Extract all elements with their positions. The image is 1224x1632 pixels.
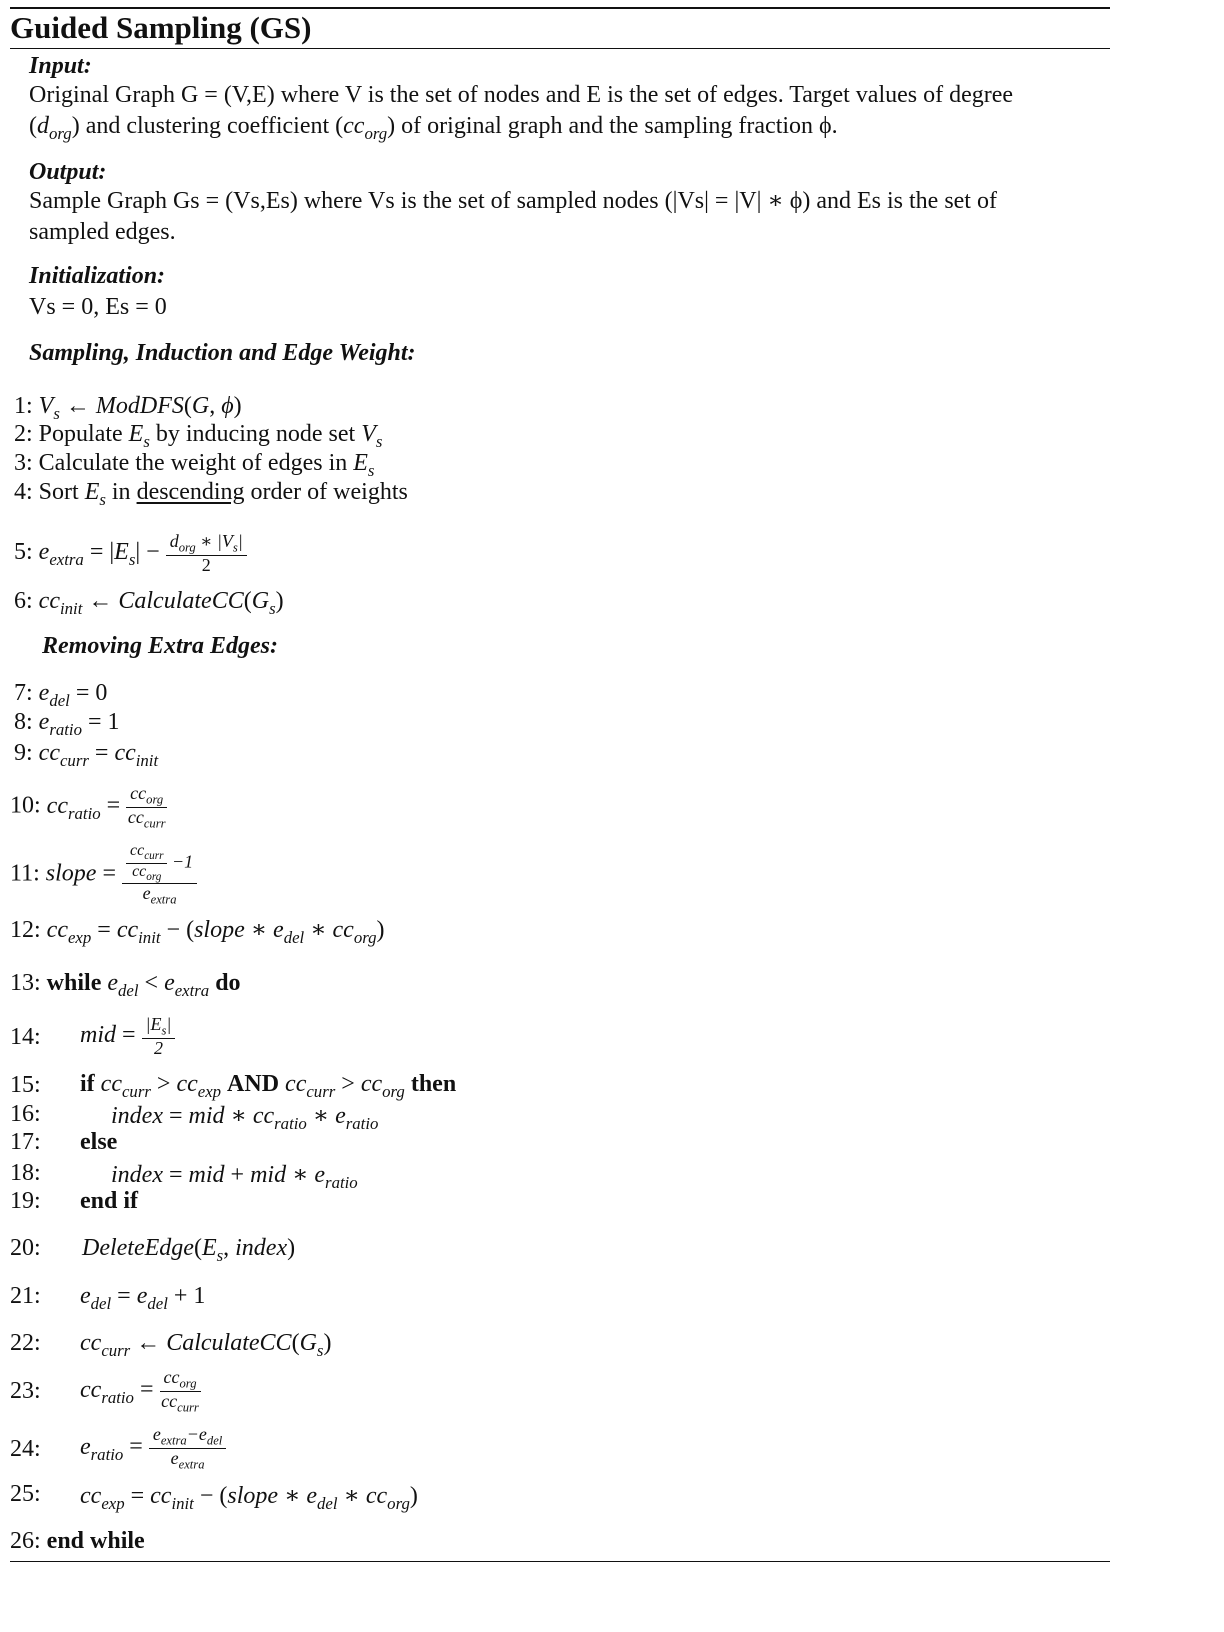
step-20: $DeleteEdge(E_s$, index)	[82, 1235, 296, 1265]
output-text-line1: Sample Graph Gs = (Vs,Es) where Vs is the set of sampled nodes (|Vs| = |V| ∗ ϕ) and Es is the set of	[29, 188, 997, 214]
step-7: 7: $e_{del} = 0$	[14, 680, 108, 710]
step-26: 26: end while	[10, 1528, 145, 1554]
input-text-line1: Original Graph G = (V,E) where V is the set of nodes and E is the set of edges. Target values of degree	[29, 82, 1014, 108]
algorithm-title: Guided Sampling (GS)	[10, 10, 312, 45]
step-3: 3: Calculate the weight of edges in $E_s$	[14, 450, 375, 480]
step-18: index = mid + mid ∗ $e_{ratio}$	[111, 1162, 358, 1192]
step-18-number: 18:	[10, 1160, 41, 1186]
step-24: $e_{ratio}$ = $\frac{e_{extra}-e_{del}}{e_{extra}}$	[80, 1425, 226, 1471]
removing-heading: Removing Extra Edges:	[42, 633, 279, 659]
sampling-heading: Sampling, Induction and Edge Weight:	[29, 340, 416, 366]
bottom-rule	[10, 1561, 1110, 1562]
step-1: 1: $V_s$ ← ModDFS(G, ϕ)	[14, 393, 242, 423]
step-8: 8: $e_{ratio} = 1$	[14, 709, 120, 739]
step-9: 9: $cc_{curr} = cc_{init}$	[14, 740, 159, 770]
step-19: end if	[80, 1188, 139, 1214]
step-13: 13: while $e_{del} < e_{extra}$ do	[10, 970, 241, 1000]
output-heading: Output:	[29, 159, 107, 185]
step-2: 2: Populate $E_s$ by inducing node set $V_s$	[14, 421, 383, 451]
step-25-number: 25:	[10, 1481, 41, 1507]
step-15: if $cc_{curr} > cc_{exp}$ AND $cc_{curr} > cc_{org}$ then	[80, 1071, 457, 1101]
initialization-heading: Initialization:	[29, 263, 166, 289]
step-16-number: 16:	[10, 1101, 41, 1127]
step-24-number: 24:	[10, 1436, 41, 1462]
top-rule	[10, 7, 1110, 9]
step-17: else	[80, 1129, 118, 1155]
step-14: mid = $\frac{|E_s|}{2}$	[80, 1015, 175, 1058]
output-text-line2: sampled edges.	[29, 219, 176, 245]
step-25: $cc_{exp} = cc_{init}$ − (slope ∗ $e_{del}$ ∗ $cc_{org}$)	[80, 1483, 418, 1513]
step-4: 4: Sort $E_s$ in descending order of weights	[14, 479, 408, 509]
input-text-line2: $(d_{org})$ and clustering coefficient $(cc_{org})$ of original graph and the sampling fraction ϕ.	[29, 113, 838, 143]
step-21: $e_{del} = e_{del} + 1$	[80, 1283, 206, 1313]
step-14-number: 14:	[10, 1024, 41, 1050]
step-19-number: 19:	[10, 1188, 41, 1214]
step-23: $cc_{ratio}$ = $\frac{cc_{org}}{cc_{curr}}$	[80, 1367, 199, 1415]
step-22: $cc_{curr}$ ← $CalculateCC(G_s)$	[80, 1330, 332, 1360]
initialization-line: Vs = 0, Es = 0	[29, 294, 167, 320]
step-23-number: 23:	[10, 1378, 41, 1404]
step-16: index = mid ∗ $cc_{ratio}$ ∗ $e_{ratio}$	[111, 1103, 379, 1133]
step-6: 6: $cc_{init}$ ← $CalculateCC(G_s)$	[14, 588, 284, 618]
step-15-number: 15:	[10, 1072, 41, 1098]
step-17-number: 17:	[10, 1129, 41, 1155]
title-rule	[10, 48, 1110, 49]
input-heading: Input:	[29, 53, 92, 79]
step-10: 10: $cc_{ratio}$ = $\frac{cc_{org}}{cc_{curr}}$	[10, 783, 166, 831]
step-21-number: 21:	[10, 1283, 41, 1309]
step-5: 5: $e_{extra} = |E_s|$ − $\frac{d_{org} ∗ |V_s|}{2}$	[14, 532, 247, 575]
step-11: 11: slope = $\frac{cc_{curr}}{cc_{org}}$ −1 $e_{extra}$	[10, 843, 197, 907]
step-20-number: 20:	[10, 1235, 41, 1261]
step-12: 12: $cc_{exp} = cc_{init}$ − (slope ∗ $e_{del}$ ∗ $cc_{org}$)	[10, 917, 385, 947]
step-22-number: 22:	[10, 1330, 41, 1356]
